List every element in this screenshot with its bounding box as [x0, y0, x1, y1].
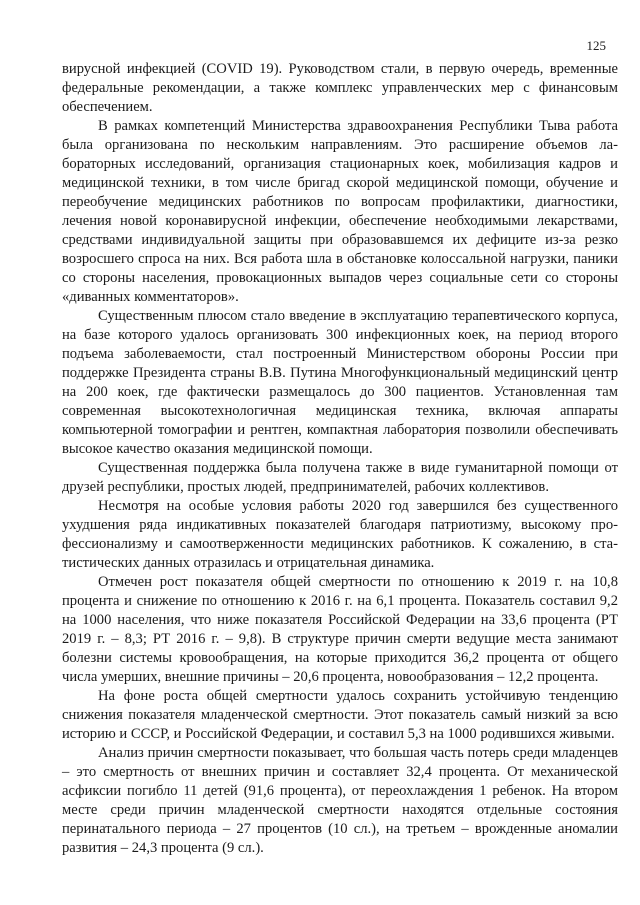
paragraph-indicators: Несмотря на особые условия работы 2020 год завершился без существенного ухудшения ряда индикативных показателей благодаря патриотизму, высокому профессионализму и самоотверженности медицинских работников. К сожалению, в статистических данных отразилась и отрицательная динамика. — [62, 498, 618, 571]
paragraph-continuation: вирусной инфекцией (COVID 19). Руководством стали, в первую очередь, временные федеральные рекомендации, а также комплекс управленческих мер с финансовым обеспечением. — [62, 61, 618, 115]
page-number: 125 — [586, 38, 606, 53]
paragraph-general-mortality: Отмечен рост показателя общей смертности по отношению к 2019 г. на 10,8 процента и снижение по отношению к 2016 г. на 6,1 процента. Показатель составил 9,2 на 1000 населения, что ниже показателя Российской Федерации на 33,6 процента (РТ 2019 г. – 8,3; РТ 2016 г. – 9,8). В структуре причин смерти ведущие места занимают болезни системы кровообращения, на которые приходится 36,2 процента от общего числа умерших, внешние причины – 20,6 процента, новообразования – 12,2 процента. — [62, 574, 618, 685]
text-body — [62, 60, 618, 858]
paragraph-mortality-analysis: Анализ причин смертности показывает, что большая часть потерь среди младенцев – это смертность от внешних причин и составляет 32,4 процента. От механической асфиксии погибло 11 детей (91,6 процента), от переохлаждения 1 ребенок. На втором месте среди причин младенческой смертности находятся отдельные состояния перинатального периода – 27 процентов (10 сл.), на третьем – врожденные аномалии развития – 24,3 процента (9 сл.). — [62, 745, 618, 856]
paragraph-medical-center: Существенным плюсом стало введение в эксплуатацию терапевтического корпуса, на базе которого удалось организовать 300 инфекционных коек, на период второго подъема заболеваемости, стал построенный Министерством обороны России при поддержке Президента страны В.В. Путина Многофункциональный медицинский центр на 200 коек, где фактически размещалось до 300 пациентов. Установленная там современная высокотехнологичная медицинская техника, включая аппараты компьютерной томографии и рентген, компактная лаборатория позволили обеспечивать высокое качество оказания медицинской помощи. — [62, 308, 618, 457]
paragraph-ministry-work: В рамках компетенций Министерства здравоохранения Республики Тыва работа была организована по нескольким направлениям. Это расширение объемов лабораторных исследований, организация стационарных коек, мобилизация кадров и медицинской техники, в том числе бригад скорой медицинской помощи, обучение и переобучение медицинских работников по вопросам профилактики, диагностики, лечения новой коронавирусной инфекции, обеспечение необходимыми лекарствами, средствами индивидуальной защиты при образовавшемся их дефиците из-за резко возросшего спроса на них. Вся работа шла в обстановке колоссальной нагрузки, паники со стороны населения, провокационных выпадов через социальные сети со стороны «диванных комментаторов». — [62, 118, 618, 305]
paragraph-humanitarian-aid: Существенная поддержка была получена также в виде гуманитарной помощи от друзей республики, простых людей, предпринимателей, рабочих коллективов. — [62, 460, 618, 495]
paragraph-infant-mortality: На фоне роста общей смертности удалось сохранить устойчивую тенденцию снижения показателя младенческой смертности. Этот показатель самый низкий за всю историю и СССР, и Российской Федерации, и составил 5,3 на 1000 родившихся живыми. — [62, 688, 618, 742]
